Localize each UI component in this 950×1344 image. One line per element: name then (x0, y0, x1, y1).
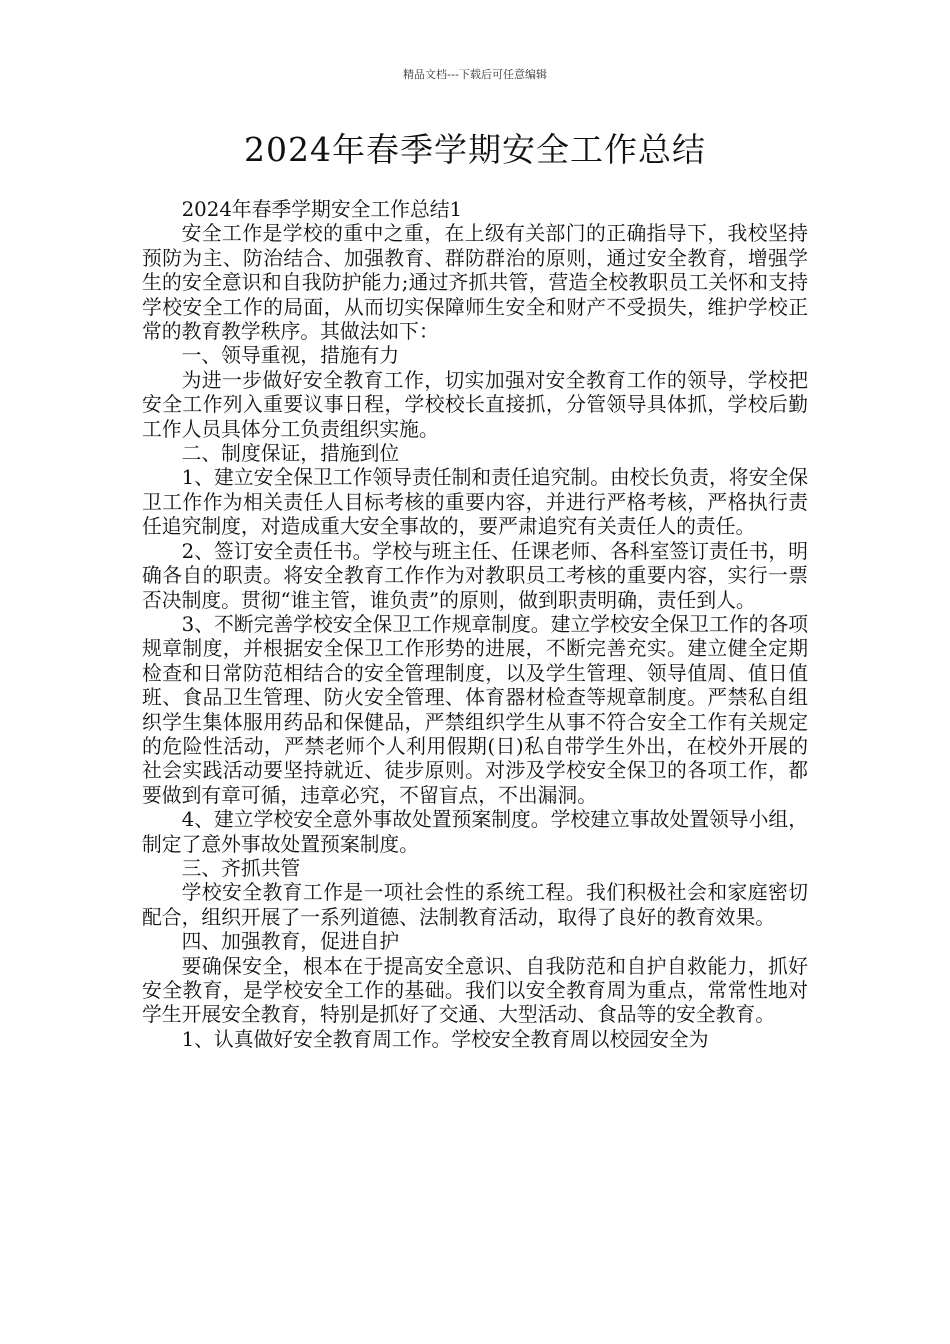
paragraph: 1、认真做好安全教育周工作。学校安全教育周以校园安全为 (181, 1027, 709, 1051)
document-title: 2024年春季学期安全工作总结 (244, 130, 706, 169)
paragraph: 为进一步做好安全教育工作，切实加强对安全教育工作的领导，学校把安全工作列入重要议事日程，学校校长直接抓，分管领导具体抓，学校后勤工作人员具体分工负责组织实施。 (142, 368, 808, 441)
paragraph: 4、建立学校安全意外事故处置预案制度。学校建立事故处置领导小组，制定了意外事故处置预案制度。 (142, 808, 808, 856)
paragraph: 1、建立安全保卫工作领导责任制和责任追究制。由校长负责，将安全保卫工作作为相关责任人目标考核的重要内容，并进行严格考核，严格执行责任追究制度，对造成重大安全事故的，要严肃追究有关责任人的责任。 (142, 466, 808, 539)
section-subtitle: 2024年春季学期安全工作总结1 (181, 198, 463, 221)
section-heading: 一、领导重视，措施有力 (181, 344, 400, 368)
paragraph: 2、签订安全责任书。学校与班主任、任课老师、各科室签订责任书，明确各自的职责。将安全教育工作作为对教职员工考核的重要内容，实行一票否决制度。贯彻“谁主管，谁负责”的原则，做到职责明确，责任到人。 (142, 539, 808, 612)
paragraph: 要确保安全，根本在于提高安全意识、自我防范和自护自救能力，抓好安全教育，是学校安全工作的基础。我们以安全教育周为重点，常常性地对学生开展安全教育，特别是抓好了交通、大型活动、食品等的安全教育。 (142, 954, 808, 1027)
paragraph: 学校安全教育工作是一项社会性的系统工程。我们积极社会和家庭密切配合，组织开展了一系列道德、法制教育活动，取得了良好的教育效果。 (142, 881, 808, 929)
header-note: 精品文档---下载后可任意编辑 (403, 68, 547, 81)
paragraph: 安全工作是学校的重中之重，在上级有关部门的正确指导下，我校坚持预防为主、防治结合、加强教育、群防群治的原则，通过安全教育，增强学生的安全意识和自我防护能力;通过齐抓共管，营造全校教职员工关怀和支持学校安全工作的局面，从而切实保障师生安全和财产不受损失，维护学校正常的教育教学秩序。其做法如下： (142, 222, 808, 344)
section-heading: 二、制度保证，措施到位 (181, 442, 400, 466)
section-heading: 三、齐抓共管 (181, 856, 301, 880)
document-body (142, 198, 808, 1052)
section-heading: 四、加强教育，促进自护 (181, 930, 400, 954)
paragraph: 3、不断完善学校安全保卫工作规章制度。建立学校安全保卫工作的各项规章制度，并根据安全保卫工作形势的进展，不断完善充实。建立健全定期检查和日常防范相结合的安全管理制度，以及学生管理、领导值周、值日值班、食品卫生管理、防火安全管理、体育器材检查等规章制度。严禁私自组织学生集体服用药品和保健品，严禁组织学生从事不符合安全工作有关规定的危险性活动，严禁老师个人利用假期(日)私自带学生外出，在校外开展的社会实践活动要坚持就近、徒步原则。对涉及学校安全保卫的各项工作，都要做到有章可循，违章必究，不留盲点，不出漏洞。 (142, 612, 808, 807)
